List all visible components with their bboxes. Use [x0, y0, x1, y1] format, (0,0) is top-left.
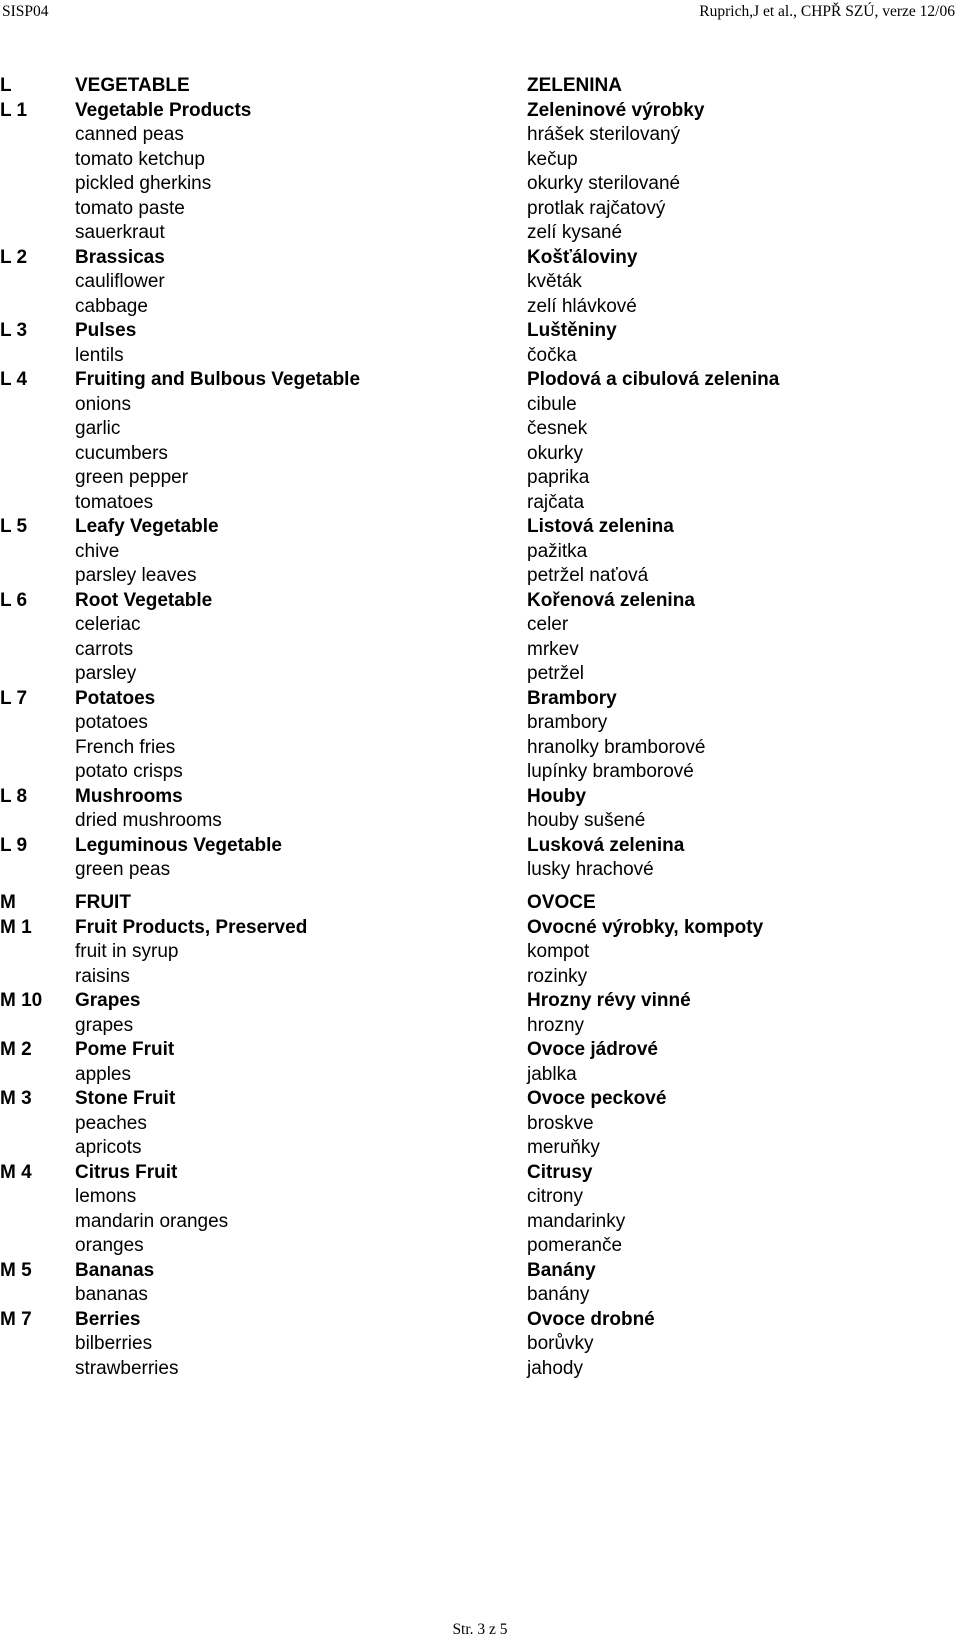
- english-name: lentils: [75, 344, 124, 366]
- group-row: [0, 589, 960, 614]
- english-name: Vegetable Products: [75, 99, 252, 121]
- food-item-row: [0, 711, 960, 736]
- english-name: Stone Fruit: [75, 1088, 176, 1109]
- english-name: Fruit Products, Preserved: [75, 916, 308, 938]
- english-name: Berries: [75, 1308, 141, 1330]
- english-name: potato crisps: [75, 761, 183, 782]
- food-item-row: [0, 1283, 960, 1308]
- czech-name: Brambory: [527, 687, 617, 709]
- food-item-row: [0, 466, 960, 491]
- czech-name: Listová zelenina: [527, 516, 674, 537]
- group-row: [0, 515, 960, 540]
- czech-name: zelí hlávkové: [527, 295, 637, 317]
- english-name: Leguminous Vegetable: [75, 834, 282, 856]
- food-item-row: [0, 197, 960, 222]
- group-row: [0, 834, 960, 859]
- czech-name: lusky hrachové: [527, 859, 654, 880]
- english-name: oranges: [75, 1235, 144, 1256]
- english-name: carrots: [75, 638, 134, 660]
- item-code: L 3: [0, 320, 28, 341]
- item-code: L 5: [0, 516, 28, 537]
- czech-name: cibule: [527, 393, 577, 415]
- food-item-row: [0, 491, 960, 516]
- english-name: chive: [75, 540, 120, 562]
- english-name: tomato paste: [75, 197, 185, 219]
- english-name: grapes: [75, 1014, 134, 1036]
- czech-name: Košťáloviny: [527, 246, 638, 268]
- food-item-row: [0, 940, 960, 965]
- czech-name: Luštěniny: [527, 320, 617, 341]
- english-name: strawberries: [75, 1357, 179, 1379]
- item-code: M 2: [0, 1039, 32, 1060]
- food-item-row: [0, 172, 960, 197]
- item-code: M 1: [0, 916, 32, 938]
- english-name: cauliflower: [75, 271, 165, 292]
- fruit-section: [0, 891, 960, 1381]
- food-item-row: [0, 613, 960, 638]
- czech-name: hrášek sterilovaný: [527, 124, 681, 145]
- czech-name: kompot: [527, 941, 590, 962]
- food-item-row: [0, 1136, 960, 1161]
- group-row: [0, 319, 960, 344]
- english-name: onions: [75, 393, 131, 415]
- czech-name: Plodová a cibulová zelenina: [527, 369, 780, 390]
- english-name: Brassicas: [75, 246, 165, 268]
- food-item-row: [0, 736, 960, 761]
- english-name: green pepper: [75, 467, 189, 488]
- group-row: [0, 1259, 960, 1284]
- english-name: pickled gherkins: [75, 173, 212, 194]
- english-name: Pome Fruit: [75, 1039, 175, 1060]
- english-name: cabbage: [75, 295, 148, 317]
- food-item-row: [0, 417, 960, 442]
- food-item-row: [0, 123, 960, 148]
- czech-name: rozinky: [527, 965, 588, 987]
- english-name: bananas: [75, 1284, 148, 1305]
- food-item-row: [0, 1332, 960, 1357]
- group-row: [0, 989, 960, 1014]
- document-code: SISP04: [2, 3, 49, 20]
- czech-name: borůvky: [527, 1333, 594, 1354]
- czech-name: Hrozny révy vinné: [527, 990, 691, 1011]
- czech-name: Ovocné výrobky, kompoty: [527, 916, 764, 938]
- item-code: M: [0, 892, 16, 913]
- item-code: L 1: [0, 99, 28, 121]
- food-item-row: [0, 638, 960, 663]
- food-item-row: [0, 442, 960, 467]
- item-code: L 2: [0, 246, 28, 268]
- czech-name: hranolky bramborové: [527, 736, 706, 758]
- english-name: parsley leaves: [75, 565, 197, 586]
- czech-name: hrozny: [527, 1014, 585, 1036]
- english-name: peaches: [75, 1112, 147, 1134]
- czech-name: paprika: [527, 467, 590, 488]
- czech-name: brambory: [527, 712, 608, 733]
- czech-name: Ovoce drobné: [527, 1308, 655, 1330]
- group-row: [0, 1038, 960, 1063]
- food-item-row: [0, 809, 960, 834]
- food-item-row: [0, 1185, 960, 1210]
- czech-name: jablka: [527, 1063, 577, 1085]
- page-header: [0, 0, 960, 26]
- czech-name: petržel naťová: [527, 565, 649, 586]
- czech-name: Banány: [527, 1259, 596, 1281]
- english-name: FRUIT: [75, 892, 131, 913]
- group-row: [0, 368, 960, 393]
- food-item-row: [0, 1234, 960, 1259]
- czech-name: Kořenová zelenina: [527, 589, 695, 611]
- czech-name: lupínky bramborové: [527, 761, 694, 782]
- english-name: tomato ketchup: [75, 148, 205, 170]
- english-name: Root Vegetable: [75, 589, 213, 611]
- food-item-row: [0, 965, 960, 990]
- food-item-row: [0, 393, 960, 418]
- czech-name: květák: [527, 271, 582, 292]
- group-row: [0, 246, 960, 271]
- czech-name: pažitka: [527, 540, 588, 562]
- food-item-row: [0, 564, 960, 589]
- group-row: [0, 785, 960, 810]
- english-name: Mushrooms: [75, 785, 183, 807]
- group-row: [0, 1087, 960, 1112]
- item-code: L 6: [0, 589, 28, 611]
- english-name: cucumbers: [75, 442, 168, 464]
- food-item-row: [0, 1357, 960, 1382]
- czech-name: zelí kysané: [527, 222, 623, 243]
- category-title-row: [0, 891, 960, 916]
- english-name: tomatoes: [75, 491, 154, 513]
- czech-name: Citrusy: [527, 1161, 593, 1183]
- item-code: M 7: [0, 1308, 32, 1330]
- czech-name: OVOCE: [527, 892, 596, 913]
- english-name: potatoes: [75, 712, 148, 733]
- group-row: [0, 687, 960, 712]
- item-code: M 4: [0, 1161, 32, 1183]
- czech-name: ZELENINA: [527, 75, 622, 96]
- english-name: Fruiting and Bulbous Vegetable: [75, 369, 361, 390]
- english-name: VEGETABLE: [75, 75, 190, 96]
- czech-name: banány: [527, 1284, 590, 1305]
- english-name: apricots: [75, 1137, 142, 1158]
- group-row: [0, 99, 960, 124]
- english-name: dried mushrooms: [75, 810, 222, 831]
- english-name: Grapes: [75, 990, 141, 1011]
- item-code: L 7: [0, 687, 28, 709]
- english-name: mandarin oranges: [75, 1210, 229, 1232]
- english-name: canned peas: [75, 124, 184, 145]
- english-name: parsley: [75, 663, 137, 684]
- english-name: Pulses: [75, 320, 137, 341]
- food-item-row: [0, 221, 960, 246]
- czech-name: okurky: [527, 442, 583, 464]
- food-item-row: [0, 148, 960, 173]
- food-item-row: [0, 295, 960, 320]
- czech-name: mrkev: [527, 638, 579, 660]
- czech-name: čočka: [527, 344, 577, 366]
- english-name: Leafy Vegetable: [75, 516, 219, 537]
- czech-name: petržel: [527, 663, 585, 684]
- group-row: [0, 1308, 960, 1333]
- food-item-row: [0, 270, 960, 295]
- food-item-row: [0, 858, 960, 883]
- czech-name: kečup: [527, 148, 578, 170]
- item-code: L 8: [0, 785, 28, 807]
- czech-name: meruňky: [527, 1137, 600, 1158]
- category-title-row: [0, 74, 960, 99]
- document-authors: Ruprich,J et al., CHPŘ SZÚ, verze 12/06: [699, 3, 955, 20]
- food-item-row: [0, 1112, 960, 1137]
- item-code: L 9: [0, 834, 28, 856]
- group-row: [0, 916, 960, 941]
- czech-name: okurky sterilované: [527, 173, 681, 194]
- english-name: bilberries: [75, 1333, 153, 1354]
- english-name: fruit in syrup: [75, 941, 179, 962]
- food-item-row: [0, 662, 960, 687]
- food-item-row: [0, 1014, 960, 1039]
- item-code: M 3: [0, 1088, 32, 1109]
- czech-name: Zeleninové výrobky: [527, 99, 705, 121]
- czech-name: mandarinky: [527, 1210, 626, 1232]
- item-code: M 5: [0, 1259, 32, 1281]
- czech-name: protlak rajčatový: [527, 197, 666, 219]
- czech-name: Ovoce jádrové: [527, 1039, 658, 1060]
- czech-name: pomeranče: [527, 1235, 623, 1256]
- czech-name: Houby: [527, 785, 587, 807]
- english-name: Potatoes: [75, 687, 156, 709]
- english-name: Citrus Fruit: [75, 1161, 178, 1183]
- page-number: Str. 3 z 5: [452, 1621, 508, 1638]
- food-item-row: [0, 760, 960, 785]
- english-name: celeriac: [75, 614, 141, 635]
- food-item-row: [0, 540, 960, 565]
- english-name: apples: [75, 1063, 131, 1085]
- vegetable-section: [0, 74, 960, 883]
- item-code: L: [0, 75, 12, 96]
- english-name: French fries: [75, 736, 176, 758]
- english-name: Bananas: [75, 1259, 155, 1281]
- food-item-row: [0, 1210, 960, 1235]
- english-name: sauerkraut: [75, 222, 165, 243]
- food-item-row: [0, 344, 960, 369]
- item-code: L 4: [0, 369, 28, 390]
- czech-name: česnek: [527, 418, 588, 439]
- english-name: raisins: [75, 965, 130, 987]
- czech-name: houby sušené: [527, 810, 646, 831]
- czech-name: jahody: [527, 1357, 583, 1379]
- item-code: M 10: [0, 990, 43, 1011]
- food-item-row: [0, 1063, 960, 1088]
- english-name: garlic: [75, 418, 121, 439]
- czech-name: citrony: [527, 1186, 583, 1207]
- english-name: green peas: [75, 859, 171, 880]
- czech-name: rajčata: [527, 491, 585, 513]
- czech-name: Ovoce peckové: [527, 1088, 667, 1109]
- czech-name: Lusková zelenina: [527, 834, 685, 856]
- czech-name: celer: [527, 614, 569, 635]
- english-name: lemons: [75, 1186, 137, 1207]
- czech-name: broskve: [527, 1112, 594, 1134]
- group-row: [0, 1161, 960, 1186]
